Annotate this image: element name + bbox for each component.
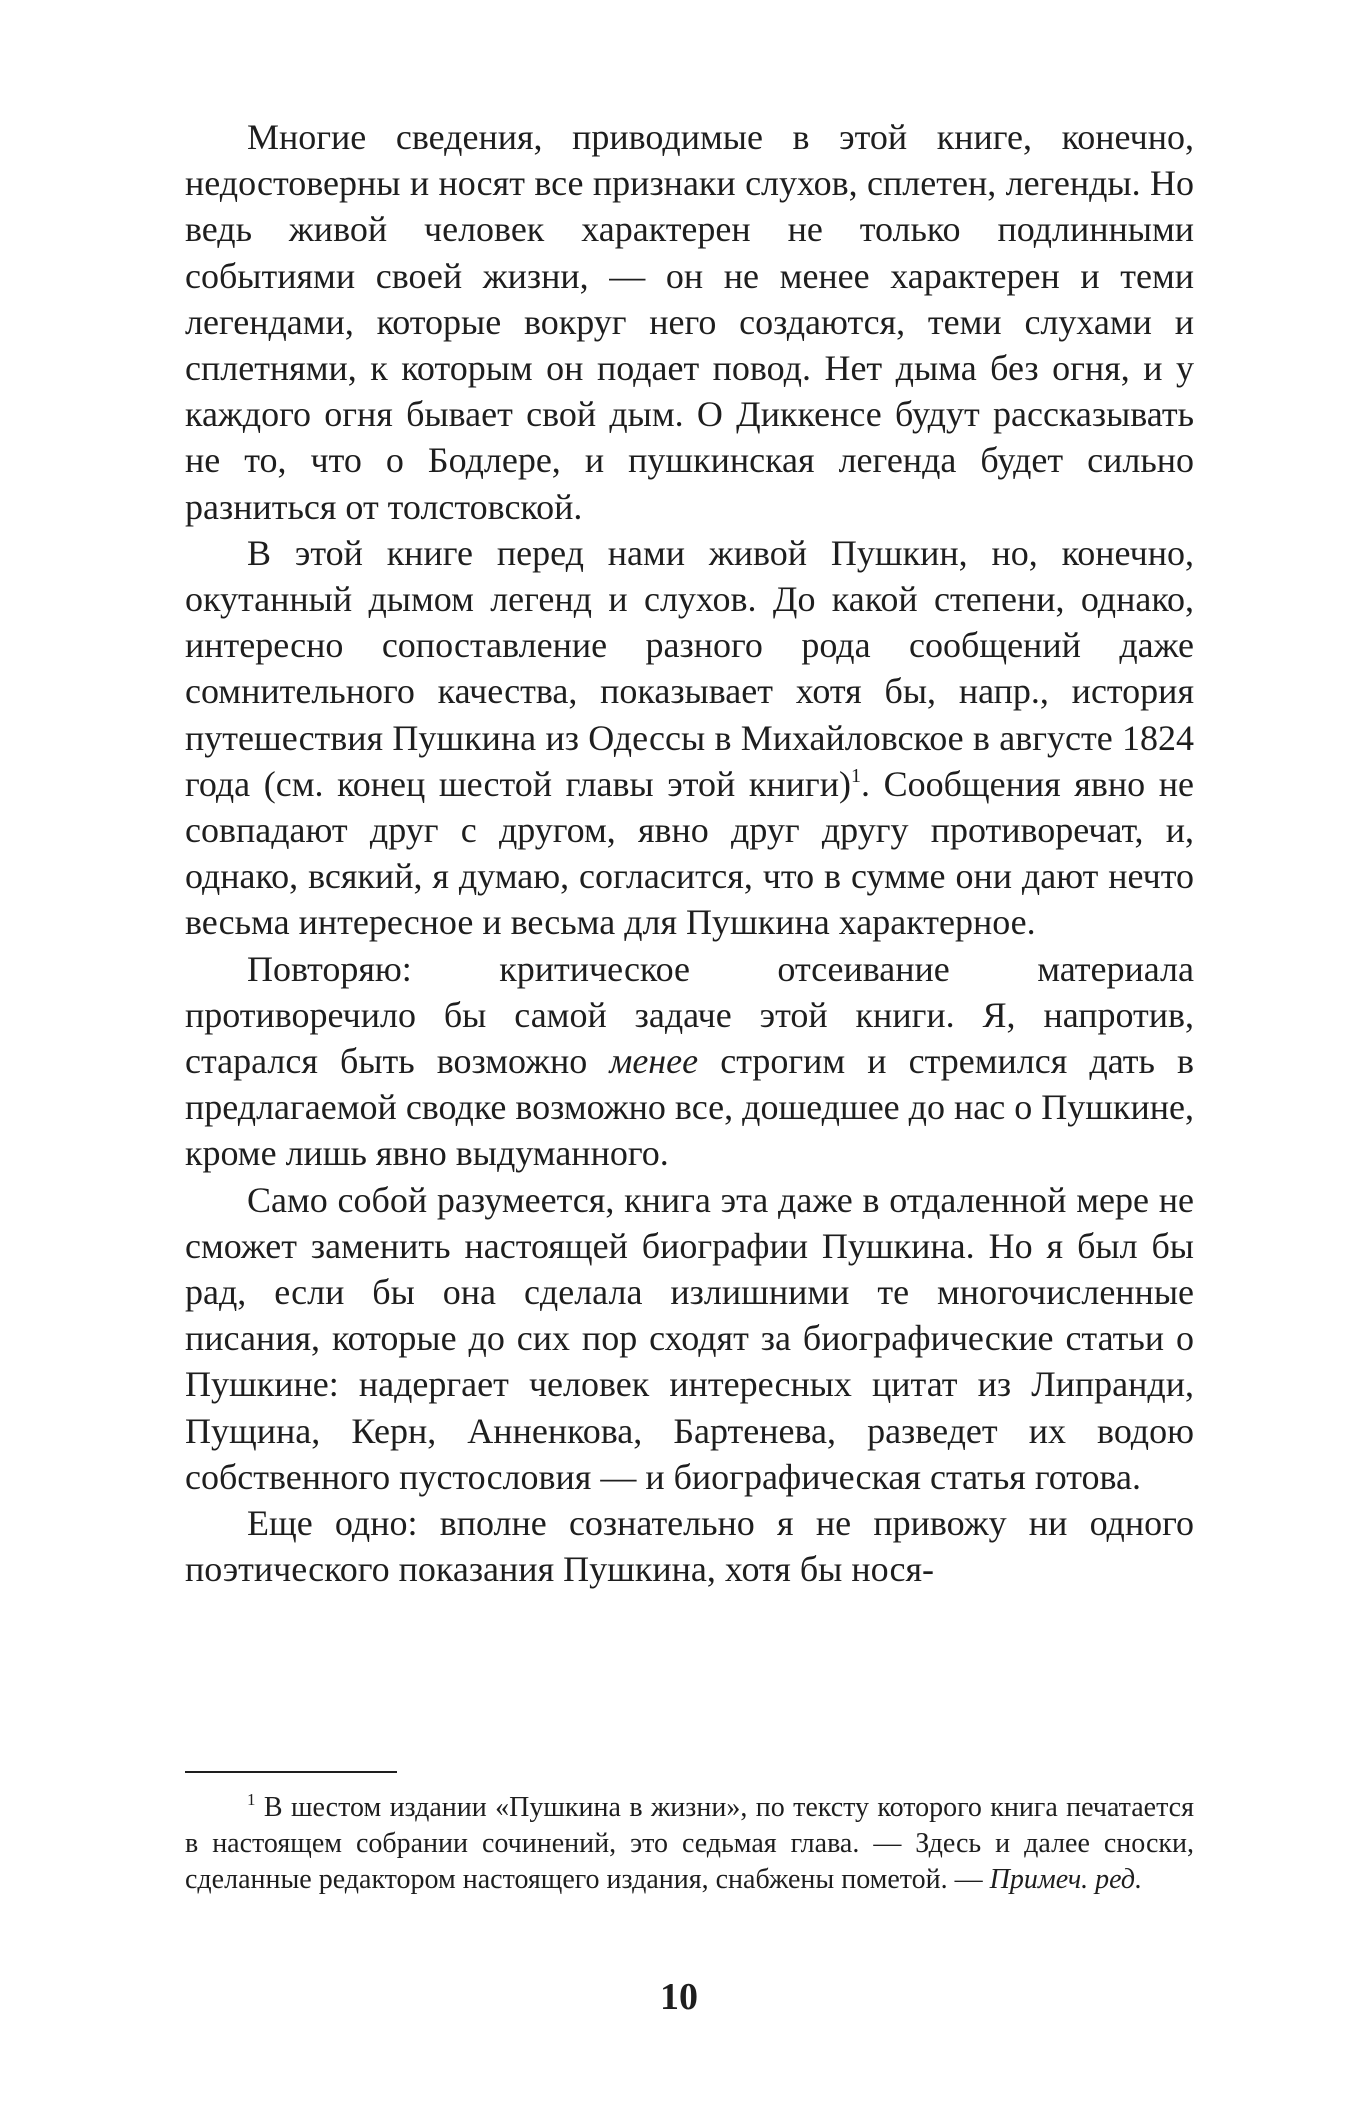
paragraph-2-text-after: . Сообщения явно не совпадают друг с другом, явно друг другу противоречат, и, однако, всякий, я думаю, согласится, что в сумме они дают нечто весьма интересное и весьма для Пушкина характерное. xyxy=(185,763,1194,943)
paragraph-3-text-after: строгим и стремился дать в предлагаемой сводке возможно все, дошедшее до нас о Пушкине, кроме лишь явно выдуманного. xyxy=(185,1041,1194,1174)
paragraph-1: Многие сведения, приводимые в этой книге, конечно, недостоверны и носят все признаки слухов, сплетен, легенды. Но ведь живой человек характерен не только подлинными событиями своей жизни, — он не менее характерен и теми легендами, которые вокруг него создаются, теми слухами и сплетнями, к которым он подает повод. Нет дыма без огня, и у каждого огня бывает свой дым. О Диккенсе будут рассказывать не то, что о Бодлере, и пушкинская легенда будет сильно разниться от толстовской. xyxy=(185,117,1194,527)
main-text xyxy=(185,114,1194,1593)
paragraph-3-italic-word: менее xyxy=(609,1041,699,1082)
page-number: 10 xyxy=(660,1976,698,2018)
paragraph-5: Еще одно: вполне сознательно я не привожу ни одного поэтического показания Пушкина, хотя бы нося- xyxy=(185,1503,1194,1590)
paragraph-2-text-before: В этой книге перед нами живой Пушкин, но, конечно, окутанный дымом легенд и слухов. До какой степени, однако, интересно сопоставление разного рода сообщений даже сомнительного качества, показывает хотя бы, напр., история путешествия Пушкина из Одессы в Михайловское в августе 1824 года (см. конец шестой главы этой книги) xyxy=(185,532,1194,804)
footnote-italic-note: Примеч. ред. xyxy=(989,1864,1143,1896)
footnote-reference: 1 xyxy=(850,764,861,787)
paragraph-4: Само собой разумеется, книга эта даже в отдаленной мере не сможет заменить настоящей биографии Пушкина. Но я был бы рад, если бы она сделала излишними те многочисленные писания, которые до сих пор сходят за биографические статьи о Пушкине: надергает человек интересных цитат из Липранди, Пущина, Керн, Анненкова, Бартенева, разведет их водою собственного пустословия — и биографическая статья готова. xyxy=(185,1179,1194,1497)
footnote-marker: 1 xyxy=(247,1790,256,1809)
paragraph-2 xyxy=(185,530,1194,946)
paragraph-3 xyxy=(185,946,1194,1177)
footnote xyxy=(185,1790,1194,1899)
paragraph-3-text-before: Повторяю: критическое отсеивание материала противоречило бы самой задаче этой книги. Я, напротив, старался быть возможно xyxy=(185,948,1194,1082)
footnote-divider xyxy=(185,1771,397,1773)
footnote-text: В шестом издании «Пушкина в жизни», по тексту которого книга печатается в настоящем собрании сочинений, это седьмая глава. — Здесь и далее сноски, сделанные редактором настоящего издания, снабжены пометой. — xyxy=(185,1792,1194,1896)
